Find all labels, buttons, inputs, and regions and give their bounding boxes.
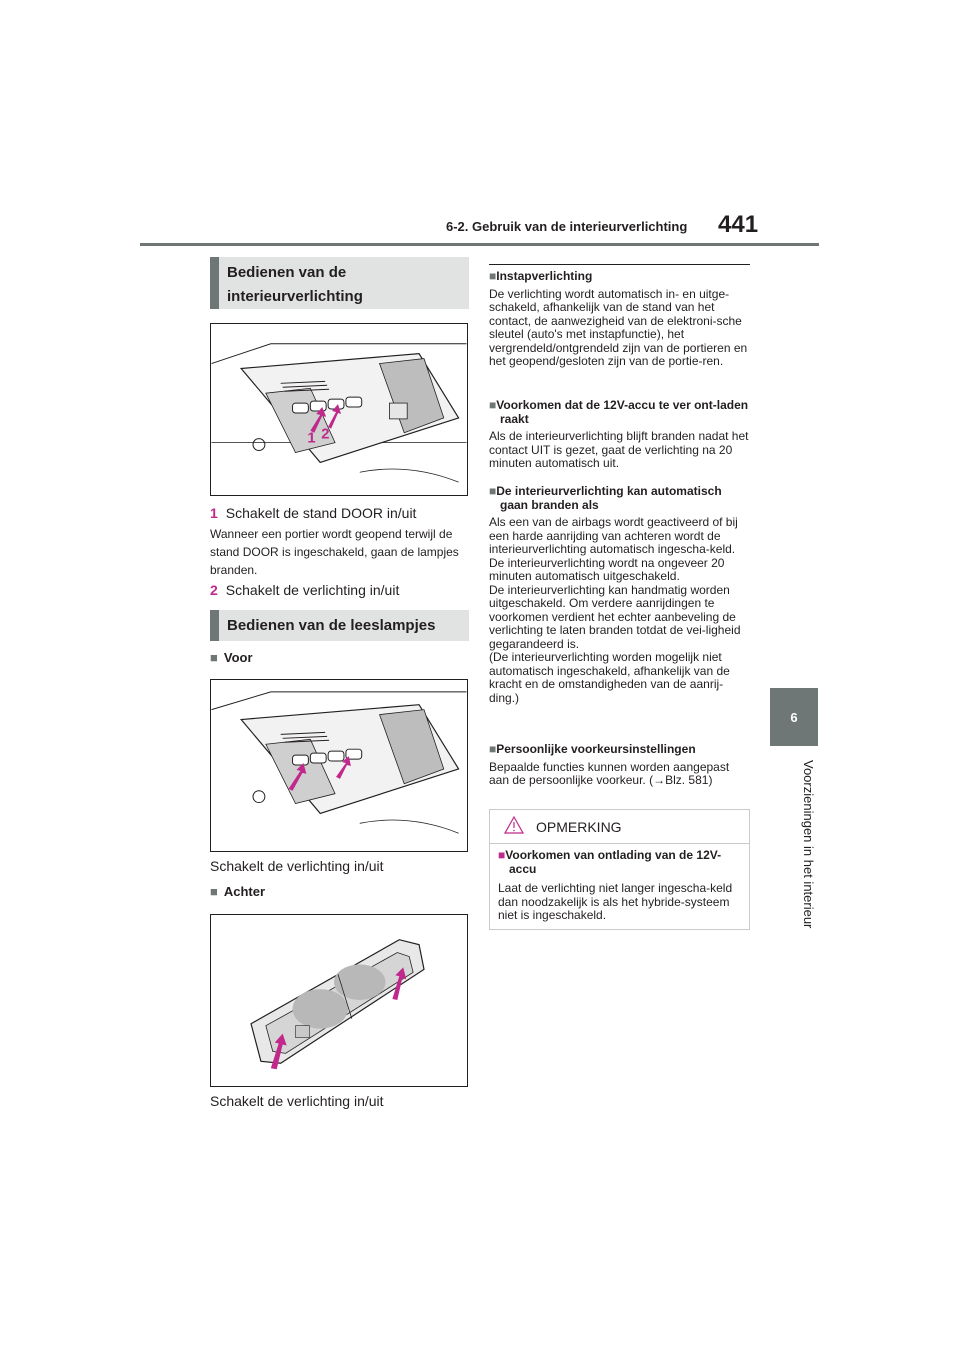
notice-item-title: Voorkomen van ontlading van de 12V-accu: [505, 848, 722, 876]
square-bullet-icon: ■: [210, 650, 218, 665]
info-item-body: Als de interieurverlichting blijft branden nadat het contact UIT is gezet, gaat de verlichting na 20 minuten automatisch uit.: [489, 429, 749, 470]
info-item-title: De interieurverlichting kan automatisch gaan branden als: [496, 484, 722, 512]
step-2: [210, 581, 470, 599]
overhead-console-illustration: [211, 324, 467, 495]
info-item-entry-lighting: [489, 270, 750, 369]
square-bullet-icon: ■: [489, 484, 497, 498]
info-item-body: De verlichting wordt automatisch in- en uitge-schakeld, afhankelijk van de stand van het contact, de aanwezigheid van de elektroni-sche sleutel (auto's met instapfunctie), het vergrendeld/ontgrendeld zijn van de portieren en het geopend/gesloten zijn van de portie-ren.: [489, 286, 748, 368]
page-number: 441: [718, 211, 759, 238]
callout-2: 2: [321, 426, 330, 443]
square-bullet-icon: ■: [489, 742, 497, 756]
running-header-section: 6-2. Gebruik van de interieurverlichting: [446, 219, 688, 234]
step-1-number: 1: [210, 505, 218, 521]
notice-header: [490, 810, 749, 844]
right-column-rule: [489, 264, 750, 265]
step-1: [210, 504, 470, 522]
info-item-title: Instapverlichting: [496, 269, 593, 283]
info-item-title: Persoonlijke voorkeursinstellingen: [496, 742, 696, 756]
square-bullet-icon: ■: [489, 269, 497, 283]
figure-interior-light-controls: [210, 323, 468, 496]
figure-front-reading-lights: [210, 679, 468, 852]
step-2-text: Schakelt de verlichting in/uit: [225, 582, 400, 598]
info-item-battery: [489, 399, 750, 471]
notice-title: OPMERKING: [536, 818, 622, 835]
callout-1: 1: [307, 430, 316, 447]
info-item-title: Voorkomen dat de 12V-accu te ver ont-laden raakt: [496, 398, 749, 426]
front-console-illustration: [211, 680, 467, 851]
chapter-tab-title: Voorzieningen in het interieur: [801, 760, 816, 929]
step-1-note: Wanneer een portier wordt geopend terwijl de stand DOOR is ingeschakeld, gaan de lampjes branden.: [210, 527, 459, 577]
figure-rear-reading-lights: [210, 914, 468, 1087]
subheading-front-label: Voor: [223, 650, 253, 665]
step-2-number: 2: [210, 582, 218, 598]
notice-box: [489, 809, 750, 930]
section-heading-reading-lights: Bedienen van de leeslampjes: [210, 610, 469, 641]
info-item-personal-settings: [489, 743, 750, 788]
square-bullet-icon: ■: [489, 398, 497, 412]
info-item-auto-on: [489, 485, 750, 705]
subheading-rear: [210, 884, 265, 899]
chapter-tab-number: 6: [770, 688, 818, 746]
front-caption: Schakelt de verlichting in/uit: [210, 858, 384, 874]
notice-content: [490, 844, 749, 928]
step-1-text: Schakelt de stand DOOR in/uit: [225, 505, 417, 521]
info-item-body: Als een van de airbags wordt geactiveerd of bij een harde aanrijding van achteren wordt de interieurverlichting automatisch ingescha-keld. De interieurverlichting wordt na ongeveer 20 minuten automatisch uitgeschakeld. De interieurverlichting kan handmatig worden uitgeschakeld. Om verdere aanrijdingen te voorkomen verdient het echter aanbeveling de verlichting te laten branden totdat de vei-ligheid gegarandeerd is. (De interieurverlichting worden mogelijk niet automatisch ingeschakeld, afhankelijk van de kracht en de omstandigheden van de aanrij-ding.): [489, 515, 741, 705]
square-bullet-icon: ■: [498, 848, 506, 862]
warning-triangle-icon: [504, 816, 524, 837]
rear-caption: Schakelt de verlichting in/uit: [210, 1093, 384, 1109]
subheading-front: [210, 650, 253, 665]
subheading-rear-label: Achter: [223, 884, 266, 899]
square-bullet-icon: ■: [210, 884, 218, 899]
rear-lamp-illustration: [211, 915, 467, 1086]
header-rule: [140, 243, 819, 246]
info-item-body: Bepaalde functies kunnen worden aangepast aan de persoonlijke voorkeur. (→Blz. 581): [489, 759, 730, 787]
section-heading-interior-lights: Bedienen van de interieurverlichting: [210, 257, 469, 309]
notice-item-body: Laat de verlichting niet langer ingescha-keld dan noodzakelijk is als het hybride-systeem niet is ingeschakeld.: [498, 881, 733, 922]
